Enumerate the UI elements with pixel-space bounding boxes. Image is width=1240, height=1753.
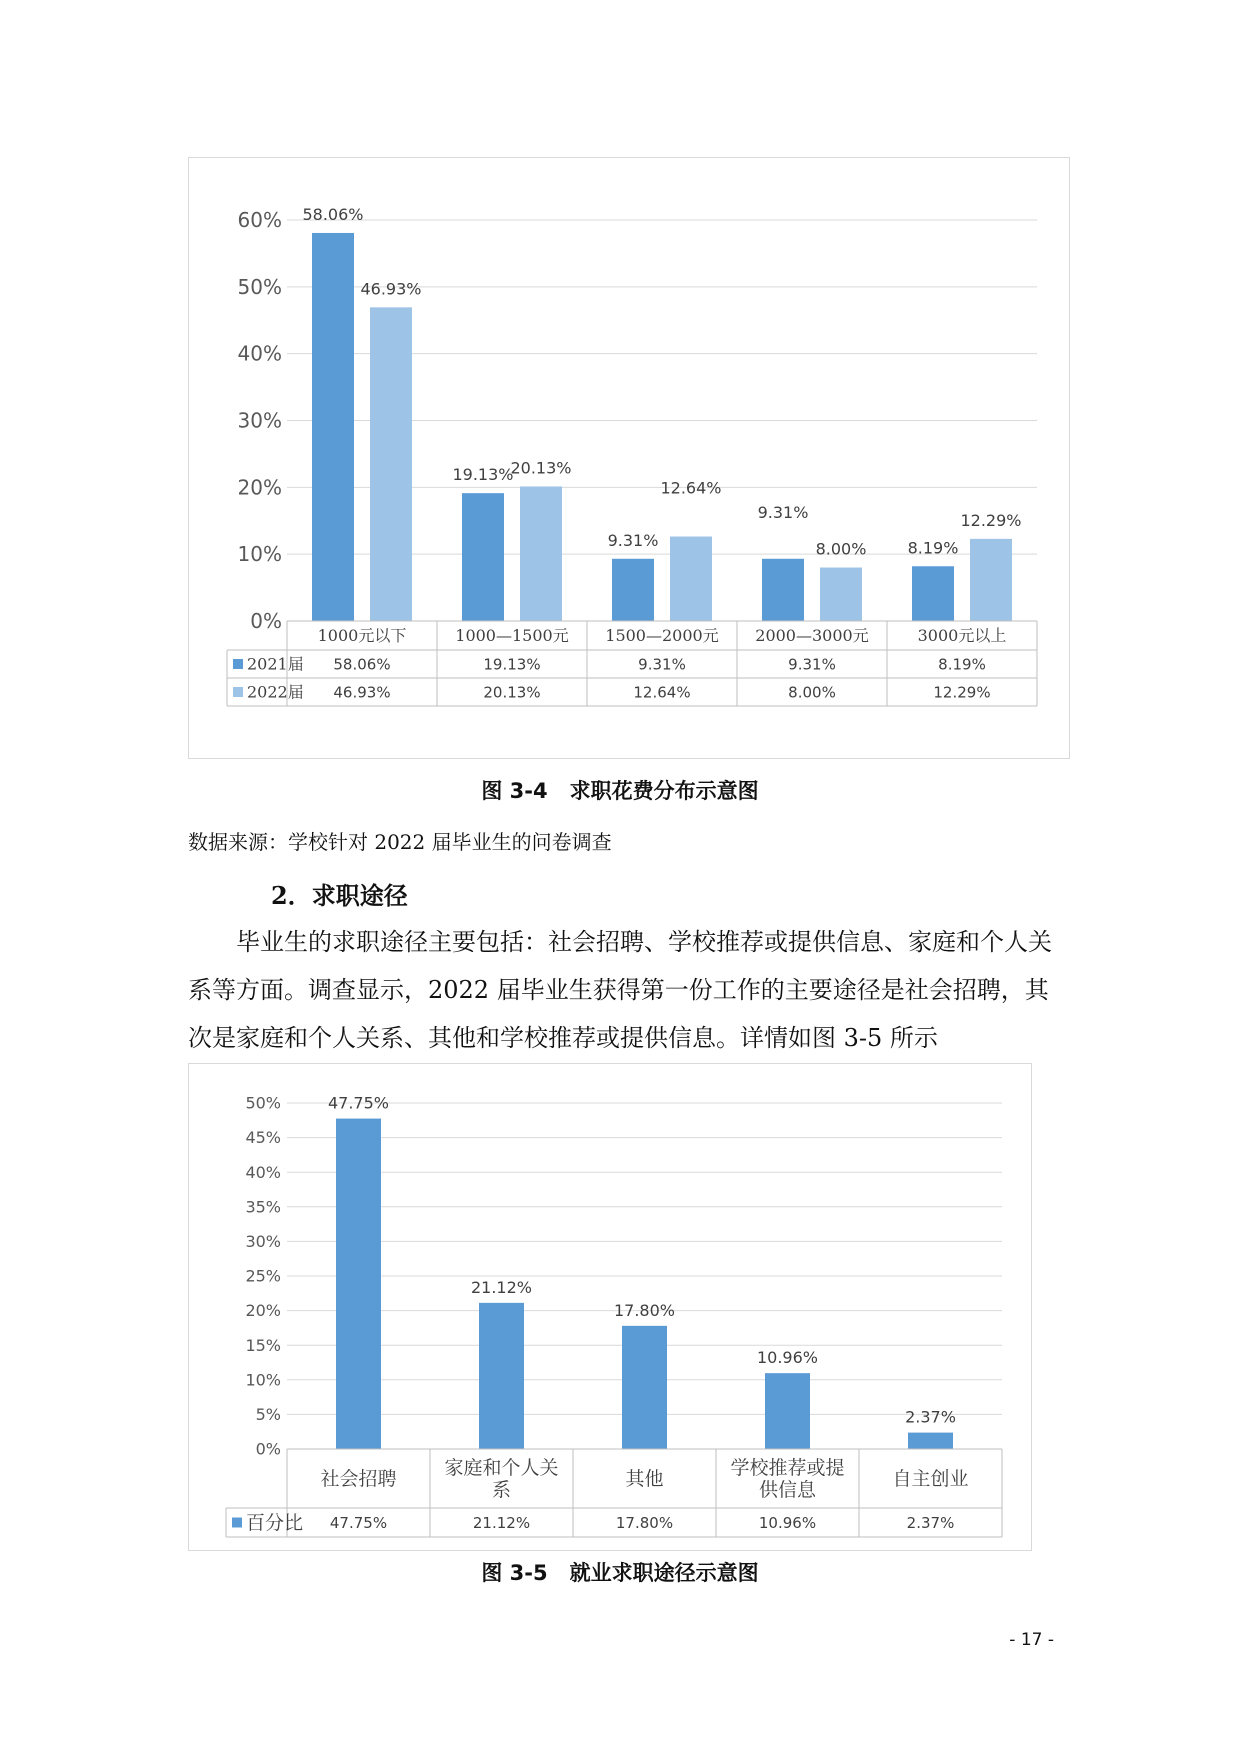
category-label: 其他 xyxy=(625,1468,664,1491)
category-label: 3000元以上 xyxy=(917,626,1007,646)
data-label: 20.13% xyxy=(510,458,572,478)
table-value: 9.31% xyxy=(788,655,836,674)
y-tick-label: 35% xyxy=(245,1197,281,1217)
table-value: 21.12% xyxy=(472,1513,531,1532)
table-value: 10.96% xyxy=(758,1513,817,1532)
category-label: 1000元以下 xyxy=(317,626,407,646)
table-value: 17.80% xyxy=(615,1513,674,1532)
figure-3-4-number: 图 3-4 xyxy=(481,779,548,803)
data-label: 8.19% xyxy=(907,538,959,558)
bar xyxy=(370,307,412,621)
table-value: 19.13% xyxy=(483,655,541,674)
bar xyxy=(462,493,504,621)
bar xyxy=(670,537,712,621)
figure-3-4-title: 求职花费分布示意图 xyxy=(569,779,759,803)
data-label: 8.00% xyxy=(815,539,867,559)
bar xyxy=(520,486,562,621)
table-value: 46.93% xyxy=(333,683,391,702)
data-label: 58.06% xyxy=(302,204,364,224)
figure-3-5-title: 就业求职途径示意图 xyxy=(569,1561,759,1585)
bar xyxy=(312,233,354,621)
data-label: 17.80% xyxy=(613,1300,676,1320)
y-tick-label: 10% xyxy=(245,1370,281,1390)
y-tick-label: 5% xyxy=(255,1405,281,1424)
bar xyxy=(765,1373,810,1449)
table-value: 8.00% xyxy=(788,683,836,702)
y-tick-label: 50% xyxy=(237,274,282,299)
job-search-channel-chart xyxy=(188,1063,1032,1551)
y-tick-label: 20% xyxy=(237,475,282,500)
data-label: 10.96% xyxy=(756,1348,819,1368)
y-tick-label: 0% xyxy=(255,1439,281,1459)
table-value: 2.37% xyxy=(906,1513,955,1532)
y-tick-label: 30% xyxy=(237,408,282,433)
table-value: 9.31% xyxy=(638,655,686,674)
bar xyxy=(762,559,804,621)
category-label: 自主创业 xyxy=(892,1468,969,1491)
category-label: 2000—3000元 xyxy=(755,626,869,646)
y-tick-label: 25% xyxy=(245,1266,281,1286)
bar xyxy=(912,566,954,621)
category-label: 社会招聘 xyxy=(320,1468,397,1491)
data-label: 12.29% xyxy=(960,510,1022,530)
job-search-cost-chart xyxy=(188,157,1070,759)
bar xyxy=(622,1326,667,1449)
page-number: - 17 - xyxy=(1009,1630,1054,1650)
bar xyxy=(479,1303,524,1449)
series-name: 百分比 xyxy=(246,1512,304,1535)
y-tick-label: 30% xyxy=(245,1232,281,1251)
y-tick-label: 45% xyxy=(245,1128,281,1148)
bar xyxy=(612,559,654,621)
bar xyxy=(820,568,862,621)
data-label: 46.93% xyxy=(360,279,422,299)
data-source-note: 数据来源：学校针对 2022 届毕业生的问卷调查 xyxy=(188,830,612,854)
data-label: 47.75% xyxy=(327,1093,390,1113)
legend-key xyxy=(233,687,243,697)
data-label: 12.64% xyxy=(660,478,722,498)
data-label: 9.31% xyxy=(607,530,659,550)
figure-3-4-caption xyxy=(0,775,1240,805)
table-value: 12.29% xyxy=(933,683,991,702)
bar xyxy=(336,1119,381,1449)
category-label: 学校推荐或提供信息 xyxy=(730,1457,845,1502)
y-tick-label: 40% xyxy=(245,1162,281,1182)
y-tick-label: 15% xyxy=(245,1335,281,1355)
bar xyxy=(908,1433,953,1449)
y-tick-label: 40% xyxy=(237,341,282,366)
y-tick-label: 60% xyxy=(237,208,282,232)
y-tick-label: 20% xyxy=(245,1301,281,1321)
job-search-cost-svg xyxy=(189,158,1069,758)
figure-3-5-number: 图 3-5 xyxy=(481,1561,548,1585)
data-label: 19.13% xyxy=(452,465,514,485)
section-heading: 2．求职途径 xyxy=(271,881,408,910)
data-label: 21.12% xyxy=(470,1277,533,1297)
data-label: 9.31% xyxy=(757,502,809,522)
series-name: 2022届 xyxy=(247,682,304,702)
table-value: 47.75% xyxy=(329,1513,388,1532)
table-value: 8.19% xyxy=(938,655,986,674)
table-value: 58.06% xyxy=(333,655,391,674)
body-paragraph: 毕业生的求职途径主要包括：社会招聘、学校推荐或提供信息、家庭和个人关系等方面。调查显示，2022 届毕业生获得第一份工作的主要途径是社会招聘，其次是家庭和个人关系、其他和学校推荐或提供信息。详情如图 3-5 所示 xyxy=(188,928,1052,1052)
legend-key xyxy=(232,1518,242,1528)
category-label: 1500—2000元 xyxy=(605,626,719,646)
table-value: 12.64% xyxy=(633,683,691,702)
data-label: 2.37% xyxy=(905,1407,956,1427)
y-tick-label: 0% xyxy=(250,609,282,633)
series-name: 2021届 xyxy=(247,654,304,674)
job-search-channel-svg xyxy=(189,1064,1031,1550)
y-tick-label: 50% xyxy=(245,1093,281,1113)
y-tick-label: 10% xyxy=(237,542,282,567)
legend-key xyxy=(233,659,243,669)
category-label: 1000—1500元 xyxy=(455,626,569,646)
figure-3-5-caption xyxy=(0,1557,1240,1587)
bar xyxy=(970,539,1012,621)
category-label: 家庭和个人关系 xyxy=(444,1457,559,1502)
table-value: 20.13% xyxy=(483,683,541,702)
